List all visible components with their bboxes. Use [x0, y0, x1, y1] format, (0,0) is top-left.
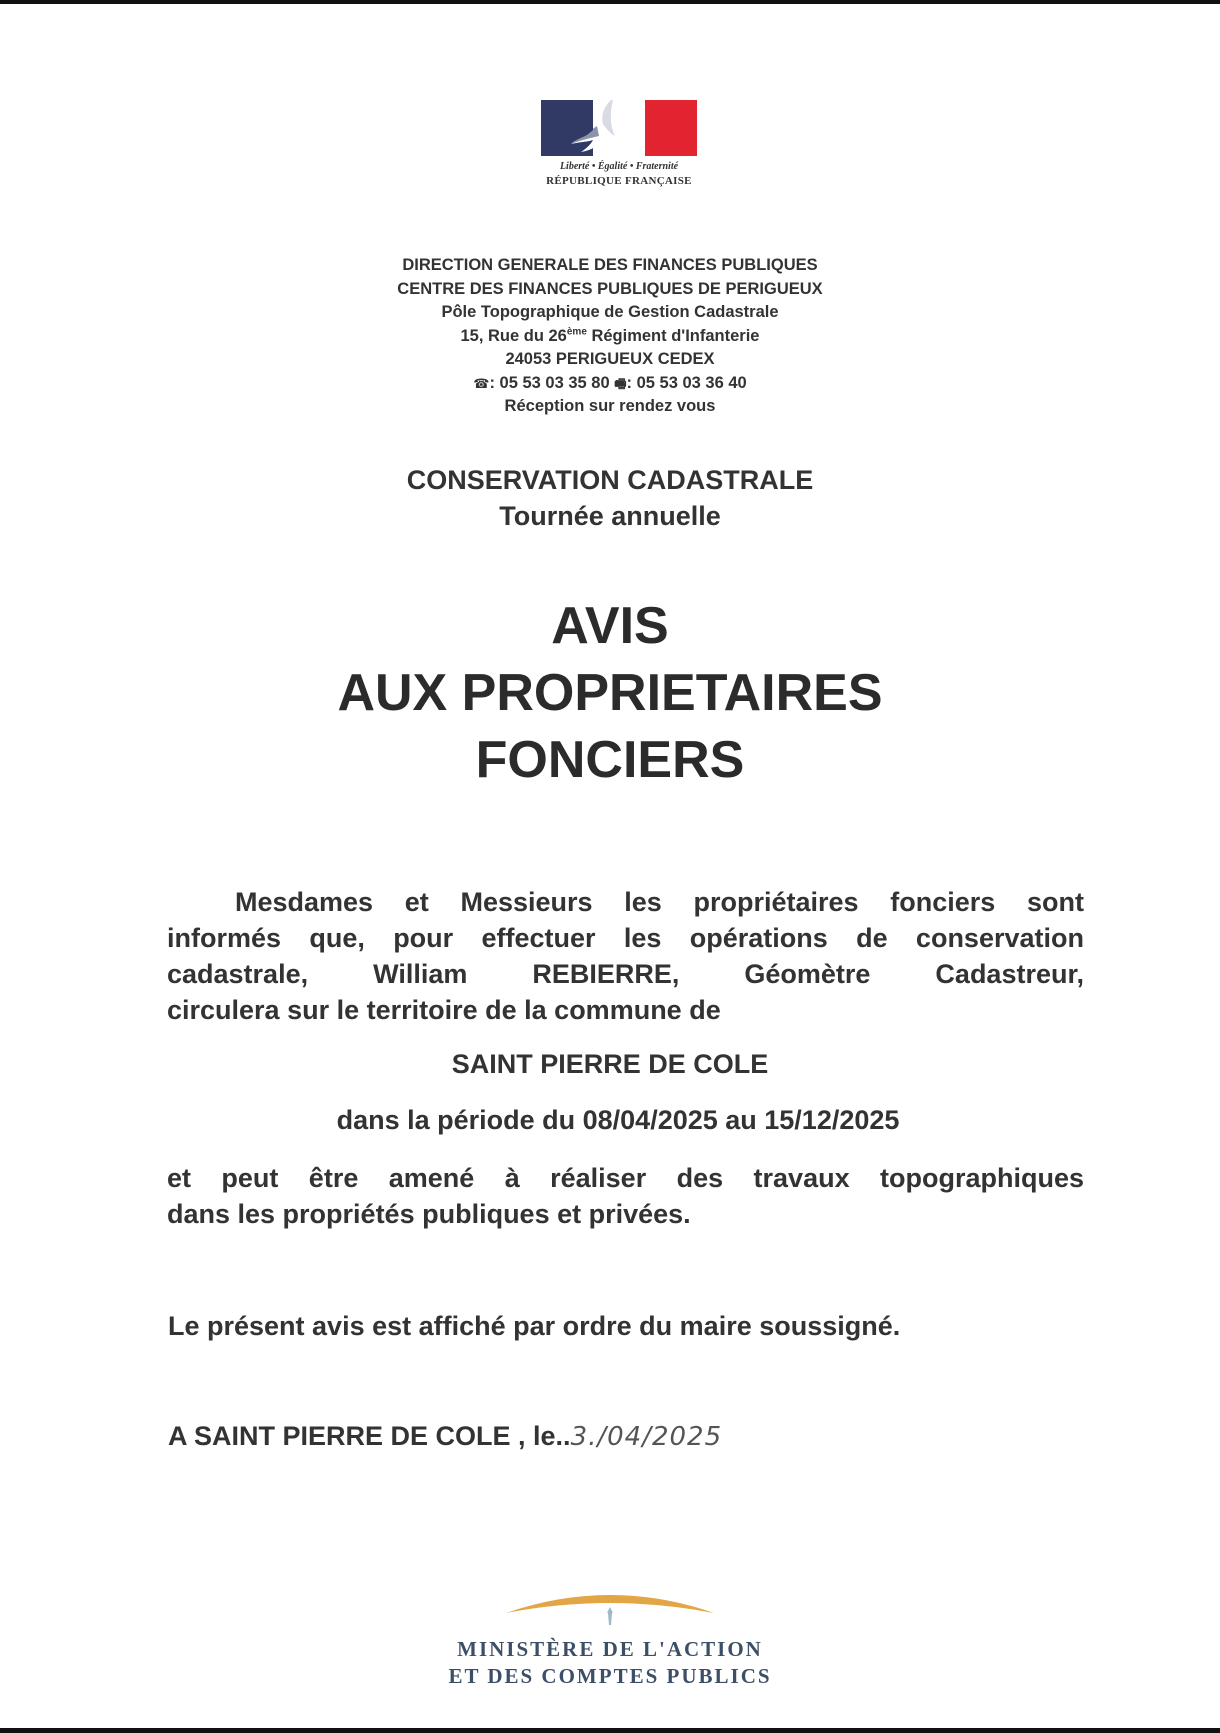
- signature-line: [168, 1421, 722, 1452]
- handwritten-date: 3./04/2025: [570, 1422, 723, 1452]
- intro-line-2: informés que, pour effectuer les opérations de conservation: [167, 923, 1084, 953]
- marianne-logo: [541, 100, 697, 187]
- ministry-name: [0, 1636, 1220, 1690]
- address-sup: ème: [566, 326, 587, 337]
- ministry-arc-icon: [500, 1583, 720, 1633]
- notice-title: [0, 593, 1220, 794]
- title-line-1: AVIS: [551, 597, 669, 655]
- fax-icon: 🖷: [614, 375, 627, 391]
- contact-line: [0, 372, 1220, 396]
- header-line-3: Pôle Topographique de Gestion Cadastrale: [441, 303, 779, 321]
- section-heading: [0, 462, 1220, 534]
- address-suffix: Régiment d'Infanterie: [586, 326, 760, 345]
- address-prefix: 15, Rue du 26: [460, 326, 567, 345]
- paragraph-works: [167, 1160, 1084, 1232]
- intro-line-1: Mesdames et Messieurs les propriétaires fonciers sont: [235, 887, 1084, 917]
- phone-number: : 05 53 03 35 80: [489, 373, 610, 392]
- republic-label: RÉPUBLIQUE FRANÇAISE: [546, 175, 692, 187]
- works-line-2: dans les propriétés publiques et privées.: [167, 1199, 691, 1229]
- intro-line-3: cadastrale, William REBIERRE, Géomètre Cadastreur,: [167, 959, 1084, 989]
- office-header: [0, 254, 1220, 419]
- reception-line: Réception sur rendez vous: [504, 397, 716, 415]
- ministry-line-1: MINISTÈRE DE L'ACTION: [457, 1637, 763, 1661]
- address-line: [0, 325, 1220, 349]
- period-line: dans la période du 08/04/2025 au 15/12/2025: [336, 1105, 900, 1135]
- ministry-line-2: ET DES COMPTES PUBLICS: [448, 1664, 772, 1688]
- posting-notice: Le présent avis est affiché par ordre du maire soussigné.: [168, 1311, 901, 1341]
- top-border: [0, 0, 1220, 4]
- city-line: 24053 PERIGUEUX CEDEX: [505, 350, 715, 368]
- title-line-3: FONCIERS: [475, 731, 745, 789]
- intro-line-4: circulera sur le territoire de la commune de: [167, 995, 721, 1025]
- paragraph-intro: [167, 884, 1084, 1028]
- header-line-2: CENTRE DES FINANCES PUBLIQUES DE PERIGUEUX: [397, 279, 823, 298]
- phone-icon: ☎: [473, 375, 490, 391]
- works-line-1: et peut être amené à réaliser des travaux topographiques: [167, 1163, 1084, 1193]
- header-line-1: DIRECTION GENERALE DES FINANCES PUBLIQUES: [402, 256, 818, 274]
- section-subtitle: Tournée annuelle: [499, 501, 721, 531]
- marianne-flag-icon: [541, 100, 697, 156]
- bottom-border: [0, 1728, 1220, 1733]
- motto: Liberté • Égalité • Fraternité: [559, 161, 679, 172]
- fax-number: : 05 53 03 36 40: [626, 373, 747, 392]
- signature-place: A SAINT PIERRE DE COLE , le..: [168, 1421, 571, 1451]
- section-title: CONSERVATION CADASTRALE: [406, 465, 814, 495]
- commune-name: SAINT PIERRE DE COLE: [451, 1049, 769, 1079]
- title-line-2: AUX PROPRIETAIRES: [337, 664, 883, 722]
